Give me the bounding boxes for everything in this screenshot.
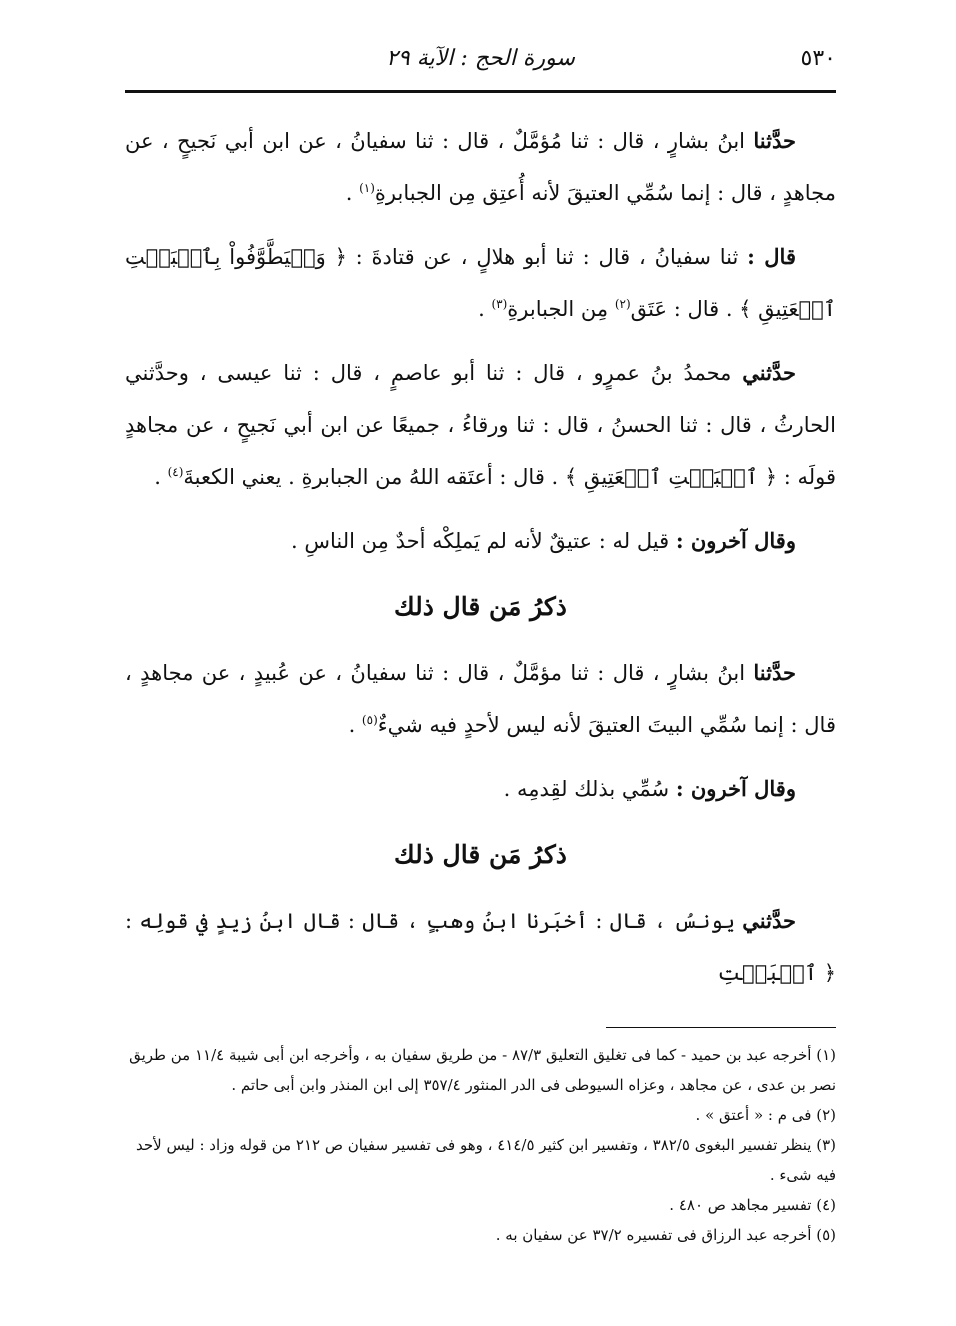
footnote-ref[interactable]: (٣) — [491, 297, 508, 311]
book-page — [125, 40, 836, 1290]
paragraph-lead: قال : — [747, 244, 796, 269]
paragraph-lead: وقال آخرون : — [675, 528, 796, 553]
paragraph-text: يونسُ ، قال : أخبَرنا ابنُ وهبٍ ، قال : قال ابنُ زيدٍ في قولِه : ﴿ ٱلۡبَيۡتِ — [125, 909, 836, 985]
paragraph-text: ابنُ بشارٍ ، قال : ثنا مُؤمَّلٌ ، قال : ثنا سفيانُ ، عن ابن أبي نَجيحٍ ، عن مجاهدٍ ، قال : إنما سُمِّي العتيقَ لأنه أُعتِق مِن الجبابرةِ — [125, 129, 836, 205]
footnote: (٢) فى م : « أعتق » . — [695, 1106, 836, 1124]
footnote: (٣) ينظر تفسير البغوى ٣٨٢/٥ ، وتفسير ابن كثير ٤١٤/٥ ، وهو فى تفسير سفيان ص ٢١٢ من قوله وزاد : ليس لأحد فيه شىء . — [136, 1136, 836, 1184]
main-text — [125, 115, 836, 999]
footnote-rule — [606, 1027, 836, 1028]
paragraph — [125, 115, 836, 219]
footnote-ref[interactable]: (٢) — [614, 297, 631, 311]
paragraph-end: . — [478, 297, 492, 321]
paragraph — [125, 231, 836, 335]
paragraph-end: . — [503, 777, 518, 801]
running-header — [125, 40, 836, 84]
footnote-ref[interactable]: (١) — [359, 181, 375, 195]
paragraph-end: . — [348, 713, 362, 737]
footnote: (٥) أخرجه عبد الرزاق فى تفسيره ٣٧/٢ عن سفيان به . — [495, 1226, 836, 1244]
paragraph-text: مِن الجبابرةِ — [507, 297, 615, 321]
page-number: ٥٣٠ — [800, 46, 836, 71]
paragraph — [125, 763, 836, 815]
paragraph-end: . — [291, 529, 305, 553]
footnote: (٤) تفسير مجاهد ص ٤٨٠ . — [669, 1196, 836, 1214]
paragraph-text: سُمِّي بذلك لقِدمِه — [517, 777, 670, 801]
section-heading: ذكرُ مَن قال ذلك — [394, 840, 567, 869]
paragraph — [125, 895, 836, 999]
footnotes — [125, 1040, 836, 1250]
paragraph-end: . — [154, 465, 168, 489]
paragraph-lead: وقال آخرون : — [675, 776, 796, 801]
section-heading: ذكرُ مَن قال ذلك — [394, 592, 567, 621]
footnote: (١) أخرجه عبد بن حميد - كما فى تغليق التعليق ٨٧/٣ - من طريق سفيان به ، وأخرجه ابن أبى شيبة ١١/٤ من طريق نصر بن عدى ، عن مجاهد ، وعزاه السيوطى فى الدر المنثور ٣٥٧/٤ إلى ابن المنذر وابن أبى حاتم . — [129, 1046, 836, 1094]
paragraph — [125, 647, 836, 751]
paragraph-text: محمدُ بنُ عمرٍو ، قال : ثنا أبو عاصمٍ ، قال : ثنا عيسى ، وحدَّثني الحارثُ ، قال : ثنا الحسنُ ، قال : ثنا ورقاءُ ، جميعًا عن ابن أبي نَجيحٍ ، عن مجاهدٍ قولَه : ﴿ ٱلۡبَيۡتِ ٱلۡعَتِيقِ ﴾ . قال : أعتَقه اللهُ من الجبابرةِ . يعني الكعبةَ — [125, 361, 836, 489]
paragraph-text: ثنا سفيانُ ، قال : ثنا أبو هلالٍ ، عن قتادةَ : ﴿ وَلۡيَطَّوَّفُواْ بِٱلۡبَيۡتِ ٱلۡعَتِيقِ ﴾ . قال : عَتَق — [125, 245, 836, 321]
paragraph-lead: حدَّثنا — [753, 128, 796, 153]
paragraph-lead: حدَّثني — [742, 908, 796, 933]
paragraph-lead: حدَّثني — [742, 360, 796, 385]
footnote-ref[interactable]: (٤) — [167, 465, 184, 479]
paragraph-end: . — [345, 181, 360, 205]
running-title: سورة الحج : الآية ٢٩ — [386, 46, 575, 71]
paragraph-text: قيل له : عتيقٌ لأنه لم يَملِكْه أحدٌ مِن الناسِ — [304, 529, 670, 553]
paragraph-lead: حدَّثنا — [753, 660, 796, 685]
paragraph — [125, 347, 836, 503]
header-rule — [125, 90, 836, 93]
footnote-ref[interactable]: (٥) — [361, 713, 378, 727]
paragraph-text: ابنُ بشارٍ ، قال : ثنا مؤمَّلٌ ، قال : ثنا سفيانُ ، عن عُبيدٍ ، عن مجاهدٍ ، قال : إنما سُمِّي البيتَ العتيقَ لأنه ليس لأحدٍ فيه شيءٌ — [125, 661, 836, 737]
paragraph — [125, 515, 836, 567]
